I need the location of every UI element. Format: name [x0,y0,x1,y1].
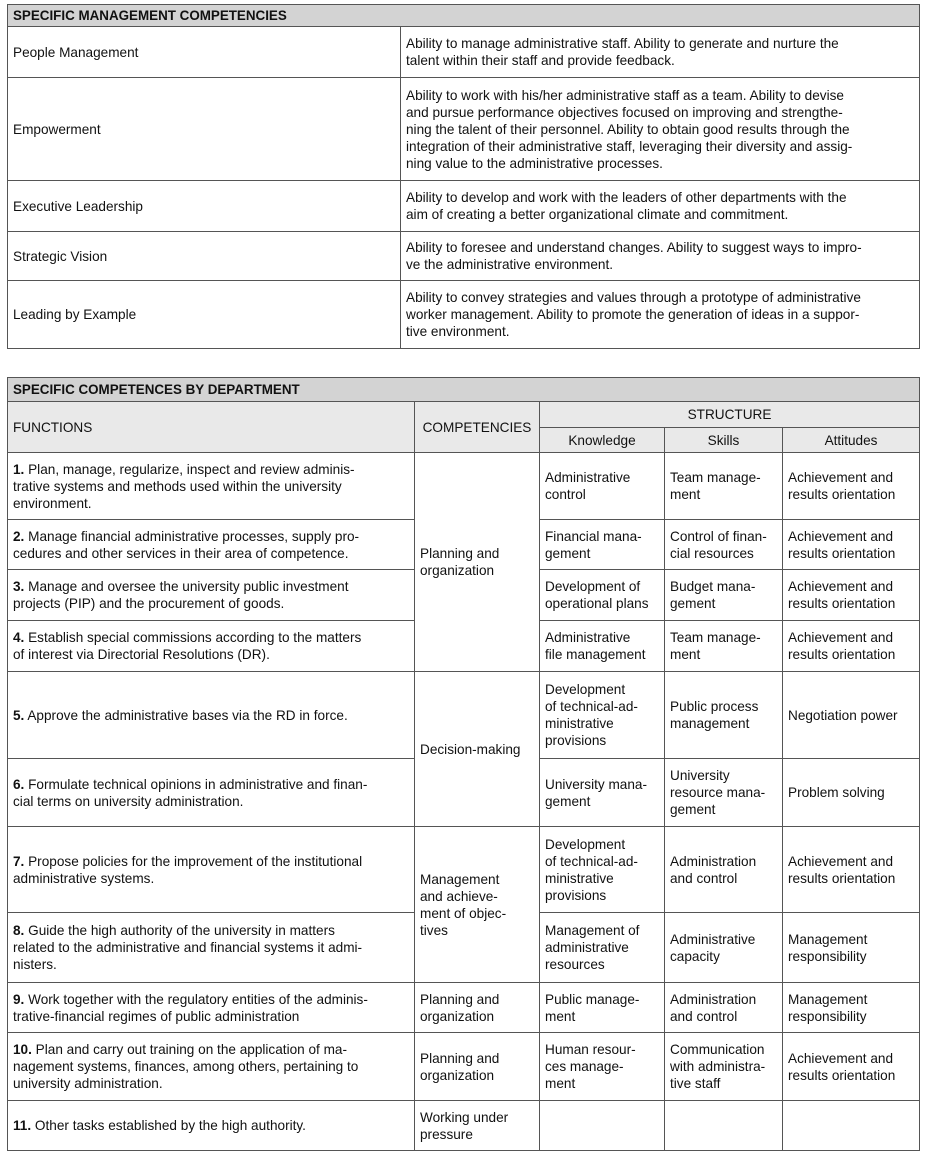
competencies-header: COMPETENCIES [415,402,540,453]
table-title: SPECIFIC MANAGEMENT COMPETENCIES [8,5,920,27]
function-cell: 6. Formulate technical opinions in administrative and finan- cial terms on university administration. [8,759,415,827]
competency-description: Ability to foresee and understand changes. Ability to suggest ways to impro- ve the administrative environment. [401,232,920,281]
function-cell: 4. Establish special commissions according to the matters of interest via Directorial Resolutions (DR). [8,621,415,672]
function-cell: 7. Propose policies for the improvement of the institutional administrative systems. [8,827,415,913]
table-row [8,983,920,1033]
skills-cell: Communication with administra- tive staff [665,1033,783,1101]
management-competencies-table [7,4,920,349]
competency-name: Strategic Vision [8,232,401,281]
competency-description: Ability to manage administrative staff. Ability to generate and nurture the talent within their staff and provide feedback. [401,27,920,78]
competency-cell: Working under pressure [415,1101,540,1151]
skills-cell: Team manage- ment [665,453,783,520]
function-cell: 3. Manage and oversee the university public investment projects (PIP) and the procurement of goods. [8,570,415,621]
table-row [8,827,920,913]
competency-cell: Planning and organization [415,453,540,672]
attitudes-cell: Achievement and results orientation [783,827,920,913]
function-cell: 8. Guide the high authority of the university in matters related to the administrative and financial systems it admi- nisters. [8,913,415,983]
competency-description: Ability to work with his/her administrative staff as a team. Ability to devise and pursue performance objectives focused on improving and strengthe- ning the talent of their personnel. Ability to obtain good results through the integration of their administrative staff, leveraging their diversity and assig- ning value to the administrative processes. [401,78,920,181]
function-cell: 11. Other tasks established by the high authority. [8,1101,415,1151]
knowledge-cell: Development of technical-ad- ministrative provisions [540,827,665,913]
skills-header: Skills [665,428,783,453]
competency-cell: Planning and organization [415,1033,540,1101]
attitudes-cell: Achievement and results orientation [783,520,920,570]
competency-name: Leading by Example [8,281,401,349]
knowledge-cell: Administrative file management [540,621,665,672]
skills-cell: University resource mana- gement [665,759,783,827]
table-row [8,181,920,232]
attitudes-cell: Management responsibility [783,983,920,1033]
knowledge-cell: Public manage- ment [540,983,665,1033]
knowledge-cell: Management of administrative resources [540,913,665,983]
table-row [8,281,920,349]
competency-cell: Decision-making [415,672,540,827]
function-cell: 5. Approve the administrative bases via the RD in force. [8,672,415,759]
function-cell: 9. Work together with the regulatory entities of the adminis- trative-financial regimes of public administration [8,983,415,1033]
function-cell: 1. Plan, manage, regularize, inspect and review adminis- trative systems and methods used within the university environment. [8,453,415,520]
table-row [8,1101,920,1151]
knowledge-cell: Human resour- ces manage- ment [540,1033,665,1101]
function-cell: 2. Manage financial administrative processes, supply pro- cedures and other services in their area of competence. [8,520,415,570]
table-row [8,232,920,281]
competency-cell: Planning and organization [415,983,540,1033]
attitudes-cell: Negotiation power [783,672,920,759]
knowledge-cell: Administrative control [540,453,665,520]
skills-cell: Public process management [665,672,783,759]
competency-description: Ability to convey strategies and values through a prototype of administrative worker management. Ability to promote the generation of ideas in a suppor- tive environment. [401,281,920,349]
knowledge-cell: Financial mana- gement [540,520,665,570]
knowledge-header: Knowledge [540,428,665,453]
structure-header: STRUCTURE [540,402,920,428]
table-row [8,453,920,520]
functions-header: FUNCTIONS [8,402,415,453]
competency-name: People Management [8,27,401,78]
attitudes-cell: Management responsibility [783,913,920,983]
competency-name: Executive Leadership [8,181,401,232]
skills-cell: Control of finan- cial resources [665,520,783,570]
attitudes-cell: Achievement and results orientation [783,453,920,520]
skills-cell: Budget mana- gement [665,570,783,621]
table-row [8,27,920,78]
function-cell: 10. Plan and carry out training on the application of ma- nagement systems, finances, among others, pertaining to university administration. [8,1033,415,1101]
attitudes-cell: Problem solving [783,759,920,827]
attitudes-cell: Achievement and results orientation [783,570,920,621]
table-row [8,672,920,759]
competency-description: Ability to develop and work with the leaders of other departments with the aim of creating a better organizational climate and commitment. [401,181,920,232]
attitudes-cell: Achievement and results orientation [783,1033,920,1101]
knowledge-cell: Development of operational plans [540,570,665,621]
attitudes-cell: Achievement and results orientation [783,621,920,672]
table-row [8,1033,920,1101]
skills-cell [665,1101,783,1151]
knowledge-cell [540,1101,665,1151]
skills-cell: Administration and control [665,983,783,1033]
table-title: SPECIFIC COMPETENCES BY DEPARTMENT [8,378,920,402]
skills-cell: Team manage- ment [665,621,783,672]
department-competences-table [7,377,920,1151]
knowledge-cell: University mana- gement [540,759,665,827]
table-row [8,78,920,181]
attitudes-header: Attitudes [783,428,920,453]
competency-cell: Management and achieve- ment of objec- tives [415,827,540,983]
competency-name: Empowerment [8,78,401,181]
skills-cell: Administrative capacity [665,913,783,983]
knowledge-cell: Development of technical-ad- ministrative provisions [540,672,665,759]
skills-cell: Administration and control [665,827,783,913]
attitudes-cell [783,1101,920,1151]
